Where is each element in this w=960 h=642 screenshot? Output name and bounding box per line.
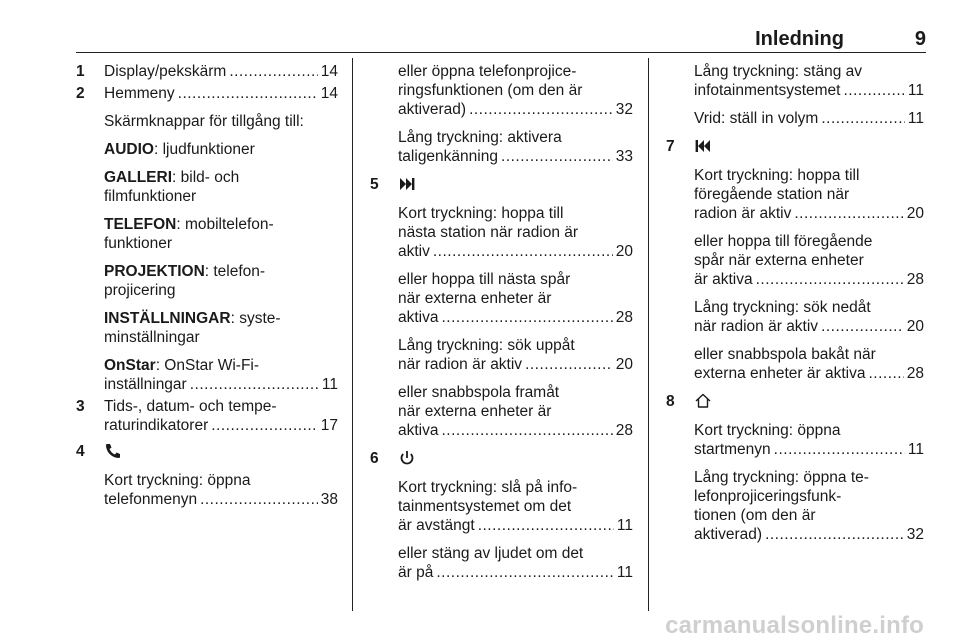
item-number: 2 <box>76 85 85 102</box>
item-text: Vrid: ställ in volym <box>694 110 819 127</box>
installningar-entry: INSTÄLLNINGAR: syste- minställningar <box>104 310 281 346</box>
item-3 <box>76 397 338 435</box>
column-divider-2 <box>648 58 649 611</box>
item-text: eller öppna telefonprojice- <box>398 63 577 80</box>
item-5 <box>370 175 633 440</box>
page-ref[interactable]: 38 <box>320 491 338 508</box>
item-4-continued <box>370 62 633 166</box>
item-text: när radion är aktiv <box>398 356 523 373</box>
item-text: eller snabbspola framåt <box>398 384 560 401</box>
item-text: startmenyn <box>694 441 771 458</box>
page-ref[interactable]: 17 <box>320 417 338 434</box>
item-text: tionen (om den är <box>694 507 816 524</box>
galleri-entry: GALLERI: bild- och filmfunktioner <box>104 169 240 205</box>
item-text: spår när externa enheter <box>694 252 864 269</box>
page-ref[interactable]: 33 <box>615 148 633 165</box>
page-ref[interactable]: 32 <box>615 101 633 118</box>
page-ref[interactable]: 28 <box>906 271 924 288</box>
page-ref[interactable]: 28 <box>906 365 924 382</box>
item-number: 8 <box>666 393 675 410</box>
column-divider-1 <box>352 58 353 611</box>
item-number: 1 <box>76 63 85 80</box>
page-ref[interactable]: 11 <box>616 517 633 534</box>
item-text: föregående station när <box>694 186 850 203</box>
item-text: aktiva <box>398 422 439 439</box>
item-text: Hemmeny <box>104 85 175 102</box>
page-ref[interactable]: 20 <box>615 243 633 260</box>
page-ref[interactable]: 11 <box>907 441 924 458</box>
item-text: externa enheter är aktiva <box>694 365 866 382</box>
page-ref[interactable]: 11 <box>616 564 633 581</box>
page-ref[interactable]: 11 <box>321 376 338 393</box>
item-2 <box>76 84 338 394</box>
item-text: när radion är aktiv <box>694 318 819 335</box>
page-ref[interactable]: 20 <box>906 318 924 335</box>
page-header <box>76 26 926 52</box>
item-text: infotainmentsystemet <box>694 82 841 99</box>
item-text: eller snabbspola bakåt när <box>694 346 876 363</box>
item-text: Lång tryckning: aktivera <box>398 129 562 146</box>
item-7 <box>666 137 924 383</box>
item-text: när externa enheter är <box>398 403 552 420</box>
item-text: Kort tryckning: slå på info- <box>398 479 578 496</box>
item-text: Kort tryckning: öppna <box>694 422 841 439</box>
item-text: Display/pekskärm <box>104 63 227 80</box>
watermark: carmanualsonline.info <box>665 612 924 639</box>
page-ref[interactable]: 28 <box>615 422 633 439</box>
item-text: taligenkänning <box>398 148 498 165</box>
telefon-entry: TELEFON: mobiltelefon- funktioner <box>104 216 274 252</box>
item-text: aktiverad) <box>398 101 467 118</box>
item-text: nästa station när radion är <box>398 224 579 241</box>
item-text: Kort tryckning: öppna <box>104 472 251 489</box>
page-ref[interactable]: 14 <box>320 85 338 102</box>
column-2 <box>370 62 633 582</box>
item-text: Tids-, datum- och tempe- <box>104 398 277 415</box>
item-text: lefonprojiceringsfunk- <box>694 488 842 505</box>
header-rule <box>76 52 926 53</box>
item-text: aktiverad) <box>694 526 763 543</box>
item-text: tainmentsystemet om det <box>398 498 572 515</box>
item-text: ringsfunktionen (om den är <box>398 82 583 99</box>
item-number: 7 <box>666 138 675 155</box>
item-text: eller stäng av ljudet om det <box>398 545 584 562</box>
next-track-icon <box>398 175 416 193</box>
item-text: Lång tryckning: stäng av <box>694 63 863 80</box>
item-number: 4 <box>76 443 85 460</box>
page-ref[interactable]: 32 <box>906 526 924 543</box>
item-text: Kort tryckning: hoppa till <box>398 205 564 222</box>
page-ref[interactable]: 28 <box>615 309 633 326</box>
item-6 <box>370 449 633 582</box>
item-text: är avstängt <box>398 517 475 534</box>
item-text: Lång tryckning: öppna te- <box>694 469 869 486</box>
item-1 <box>76 62 338 81</box>
column-1 <box>76 62 338 509</box>
home-icon <box>694 392 712 410</box>
item-text: eller hoppa till föregående <box>694 233 873 250</box>
power-icon <box>398 449 416 467</box>
item-text: Lång tryckning: sök uppåt <box>398 337 575 354</box>
item-text: telefonmenyn <box>104 491 198 508</box>
item-text: när externa enheter är <box>398 290 552 307</box>
page-ref[interactable]: 20 <box>615 356 633 373</box>
item-text: aktiv <box>398 243 430 260</box>
item-number: 5 <box>370 176 379 193</box>
projektion-entry: PROJEKTION: telefon- projicering <box>104 263 266 299</box>
page-ref[interactable]: 20 <box>906 205 924 222</box>
page-title: Inledning <box>755 28 844 50</box>
item-number: 6 <box>370 450 379 467</box>
onstar-entry: OnStar: OnStar Wi-Fi- inställningar ..... 11 <box>104 356 338 394</box>
item-text: är aktiva <box>694 271 753 288</box>
page-number: 9 <box>914 28 926 50</box>
intro-text: Skärmknappar för tillgång till: <box>104 113 304 130</box>
item-text: eller hoppa till nästa spår <box>398 271 571 288</box>
item-text: Kort tryckning: hoppa till <box>694 167 860 184</box>
page-ref[interactable]: 11 <box>907 82 924 99</box>
item-number: 3 <box>76 398 85 415</box>
item-text: är på <box>398 564 434 581</box>
item-text: raturindikatorer <box>104 417 209 434</box>
previous-track-icon <box>694 137 712 155</box>
item-4 <box>76 442 338 509</box>
page-ref[interactable]: 14 <box>320 63 338 80</box>
item-8 <box>666 392 924 544</box>
item-text: radion är aktiv <box>694 205 792 222</box>
item-6-continued <box>666 62 924 128</box>
column-3 <box>666 62 924 544</box>
audio-entry: AUDIO: ljudfunktioner <box>104 141 255 158</box>
item-text: Lång tryckning: sök nedåt <box>694 299 871 316</box>
item-text: aktiva <box>398 309 439 326</box>
page-ref[interactable]: 11 <box>907 110 924 127</box>
phone-icon <box>104 442 122 460</box>
